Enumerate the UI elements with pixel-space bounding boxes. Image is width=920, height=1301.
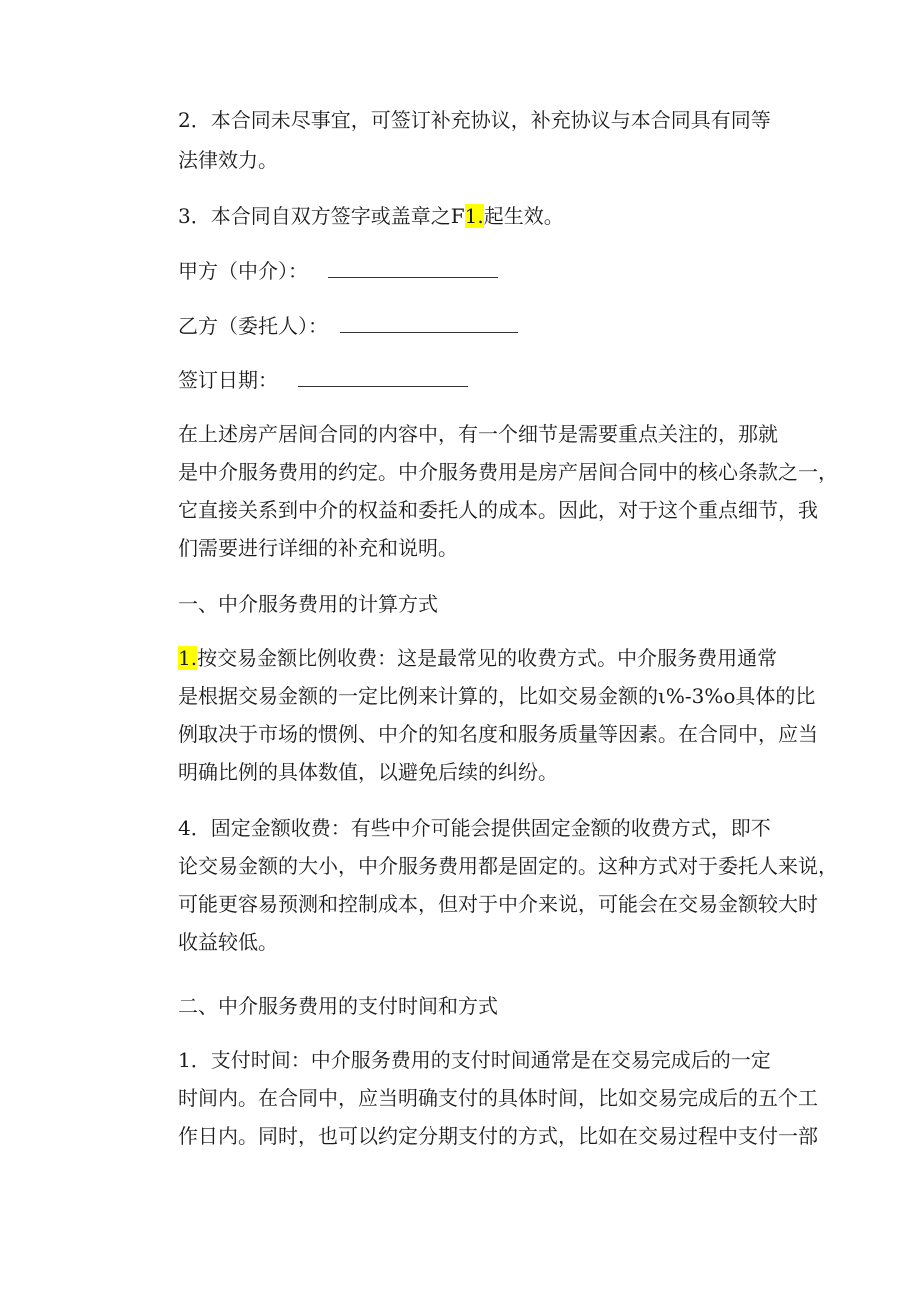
body-p3-line-2: 是中介服务费用的约定。中介服务费用是房产居间合同中的核心条款之一， [178,460,838,484]
highlighted-text: 1. [178,646,198,670]
party-a-row [178,257,498,285]
party-b-signature-line [340,318,518,333]
body-p4-line-4: 明确比例的具体数值，以避免后续的纠纷。 [178,760,558,784]
body-p4-line-1 [178,644,778,672]
section-heading-2: 二、中介服务费用的支付时间和方式 [178,994,498,1018]
body-p6-line-1: 1．支付时间：中介服务费用的支付时间通常是在交易完成后的一定 [178,1048,771,1072]
clause-3-text-a: 3．本合同自双方签字或盖章之F [178,204,465,228]
party-a-label: 甲方（中介）： [178,259,308,283]
body-p4-line-2: 是根据交易金额的一定比例来计算的，比如交易金额的ι%-3%o具体的比 [178,684,816,708]
body-p4-line-3: 例取决于市场的惯例、中介的知名度和服务质量等因素。在合同中，应当 [178,722,818,746]
party-a-signature-line [328,263,498,278]
body-p5-line-2: 论交易金额的大小，中介服务费用都是固定的。这种方式对于委托人来说， [178,854,838,878]
sign-date-row [178,366,468,394]
clause-2-line-2: 法律效力。 [178,148,278,172]
sign-date-line [298,372,468,387]
body-p4-line-1-text: 按交易金额比例收费：这是最常见的收费方式。中介服务费用通常 [197,646,778,670]
clause-3-text-b: 起生效。 [483,204,564,228]
body-p5-line-1: 4．固定金额收费：有些中介可能会提供固定金额的收费方式，即不 [178,816,771,840]
body-p5-line-3: 可能更容易预测和控制成本，但对于中介来说，可能会在交易金额较大时 [178,892,818,916]
clause-3 [178,202,564,230]
party-b-row [178,312,518,340]
body-p3-line-3: 它直接关系到中介的权益和委托人的成本。因此，对于这个重点细节，我 [178,498,818,522]
clause-2-line-1: 2．本合同未尽事宜，可签订补充协议，补充协议与本合同具有同等 [178,108,771,132]
body-p3-line-4: 们需要进行详细的补充和说明。 [178,536,458,560]
section-heading-1: 一、中介服务费用的计算方式 [178,592,438,616]
body-p6-line-2: 时间内。在合同中，应当明确支付的具体时间，比如交易完成后的五个工 [178,1086,818,1110]
body-p5-line-4: 收益较低。 [178,930,278,954]
body-p6-line-3: 作日内。同时，也可以约定分期支付的方式，比如在交易过程中支付一部 [178,1124,818,1148]
party-b-label: 乙方（委托人）： [178,314,328,338]
body-p3-line-1: 在上述房产居间合同的内容中，有一个细节是需要重点关注的，那就 [178,422,778,446]
sign-date-label: 签订日期： [178,368,278,392]
highlighted-text: 1. [464,204,484,228]
